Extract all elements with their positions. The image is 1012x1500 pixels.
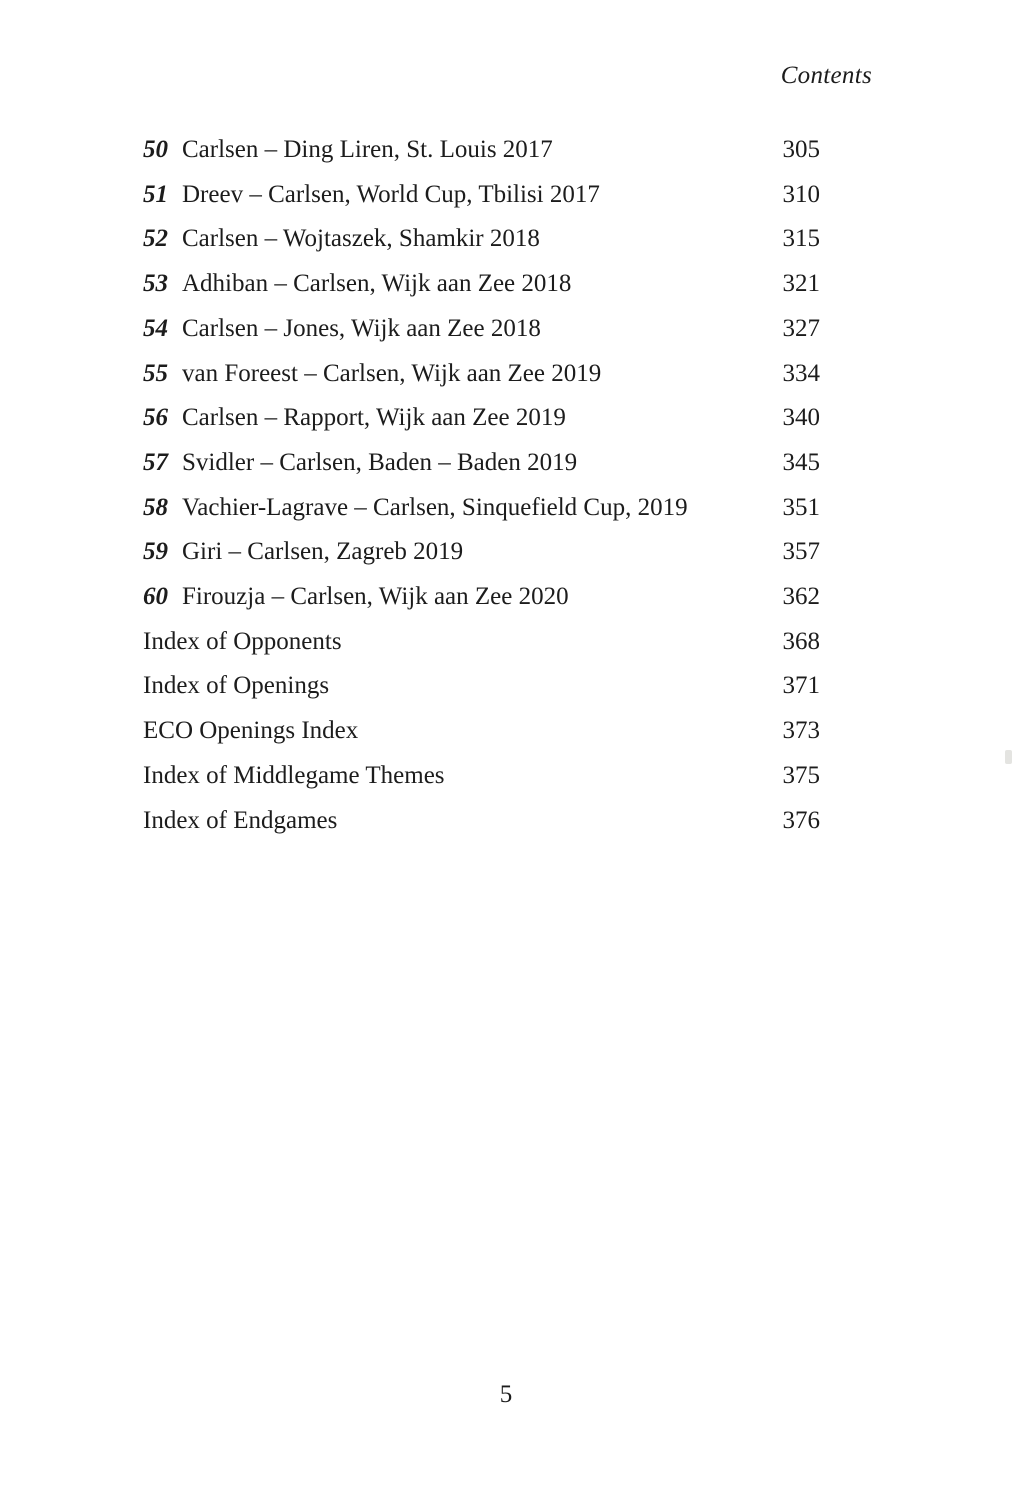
game-number: 53 — [143, 270, 168, 298]
page-number: 375 — [782, 761, 820, 789]
toc-game-row — [143, 441, 820, 486]
page-number: 351 — [782, 493, 820, 521]
page-number: 376 — [782, 806, 820, 834]
leader-space — [600, 173, 783, 218]
toc-game-row — [143, 530, 820, 575]
game-title: Svidler – Carlsen, Baden – Baden 2019 — [182, 448, 578, 476]
toc-index-row — [143, 620, 820, 665]
leader-space — [541, 307, 783, 352]
leader-space — [358, 709, 782, 754]
leader-space — [553, 128, 783, 173]
toc-game-row — [143, 575, 820, 620]
toc-game-row — [143, 262, 820, 307]
index-title: Index of Opponents — [143, 627, 342, 655]
toc-index-row — [143, 754, 820, 799]
page-number: 368 — [782, 627, 820, 655]
toc-game-row — [143, 217, 820, 262]
leader-space — [329, 664, 782, 709]
leader-space — [445, 754, 783, 799]
game-number: 57 — [143, 448, 168, 476]
page-number: 362 — [782, 583, 820, 611]
page-number: 305 — [782, 136, 820, 163]
game-number: 60 — [143, 583, 168, 611]
page-number: 334 — [782, 359, 820, 387]
game-number: 59 — [143, 538, 168, 566]
game-title: Vachier-Lagrave – Carlsen, Sinquefield Cup, 2019 — [182, 493, 688, 521]
game-title: Carlsen – Wojtaszek, Shamkir 2018 — [182, 225, 540, 253]
game-number: 50 — [143, 136, 168, 163]
game-number: 54 — [143, 314, 168, 342]
toc-game-row — [143, 128, 820, 173]
game-title: Carlsen – Rapport, Wijk aan Zee 2019 — [182, 404, 566, 432]
leader-space — [463, 530, 782, 575]
game-title: Giri – Carlsen, Zagreb 2019 — [182, 538, 464, 566]
page-number: 321 — [782, 270, 820, 298]
toc-index-row — [143, 664, 820, 709]
toc-game-row — [143, 173, 820, 218]
game-number: 55 — [143, 359, 168, 387]
page-number: 310 — [782, 180, 820, 208]
leader-space — [601, 352, 782, 397]
scan-artifact — [1005, 750, 1012, 764]
game-title: Carlsen – Ding Liren, St. Louis 2017 — [182, 136, 553, 163]
page-number: 340 — [782, 404, 820, 432]
leader-space — [571, 262, 782, 307]
game-number: 56 — [143, 404, 168, 432]
toc-index-row — [143, 709, 820, 754]
game-title: Adhiban – Carlsen, Wijk aan Zee 2018 — [182, 270, 572, 298]
game-number: 58 — [143, 493, 168, 521]
page-number: 345 — [782, 448, 820, 476]
toc-game-row — [143, 396, 820, 441]
leader-space — [577, 441, 782, 486]
page-number: 357 — [782, 538, 820, 566]
toc-index-row — [143, 799, 820, 844]
toc-game-row — [143, 352, 820, 397]
game-title: Dreev – Carlsen, World Cup, Tbilisi 2017 — [182, 180, 600, 208]
toc-game-row — [143, 307, 820, 352]
leader-space — [688, 486, 783, 531]
folio-page-number: 5 — [499, 1381, 513, 1408]
game-title: Carlsen – Jones, Wijk aan Zee 2018 — [182, 314, 541, 342]
leader-space — [566, 396, 783, 441]
leader-space — [569, 575, 783, 620]
page-number: 315 — [782, 225, 820, 253]
index-title: Index of Openings — [143, 672, 330, 700]
page-number: 327 — [782, 314, 820, 342]
page-number: 373 — [782, 717, 820, 745]
running-header: Contents — [780, 62, 872, 89]
toc-list — [143, 128, 820, 843]
leader-space — [342, 620, 783, 665]
index-title: Index of Endgames — [143, 806, 338, 834]
toc-game-row — [143, 486, 820, 531]
game-number: 51 — [143, 180, 168, 208]
leader-space — [337, 799, 782, 844]
index-title: ECO Openings Index — [143, 717, 359, 745]
page-number: 371 — [782, 672, 820, 700]
game-title: van Foreest – Carlsen, Wijk aan Zee 2019 — [182, 359, 602, 387]
game-title: Firouzja – Carlsen, Wijk aan Zee 2020 — [182, 583, 569, 611]
index-title: Index of Middlegame Themes — [143, 761, 445, 789]
leader-space — [540, 217, 783, 262]
game-number: 52 — [143, 225, 168, 253]
